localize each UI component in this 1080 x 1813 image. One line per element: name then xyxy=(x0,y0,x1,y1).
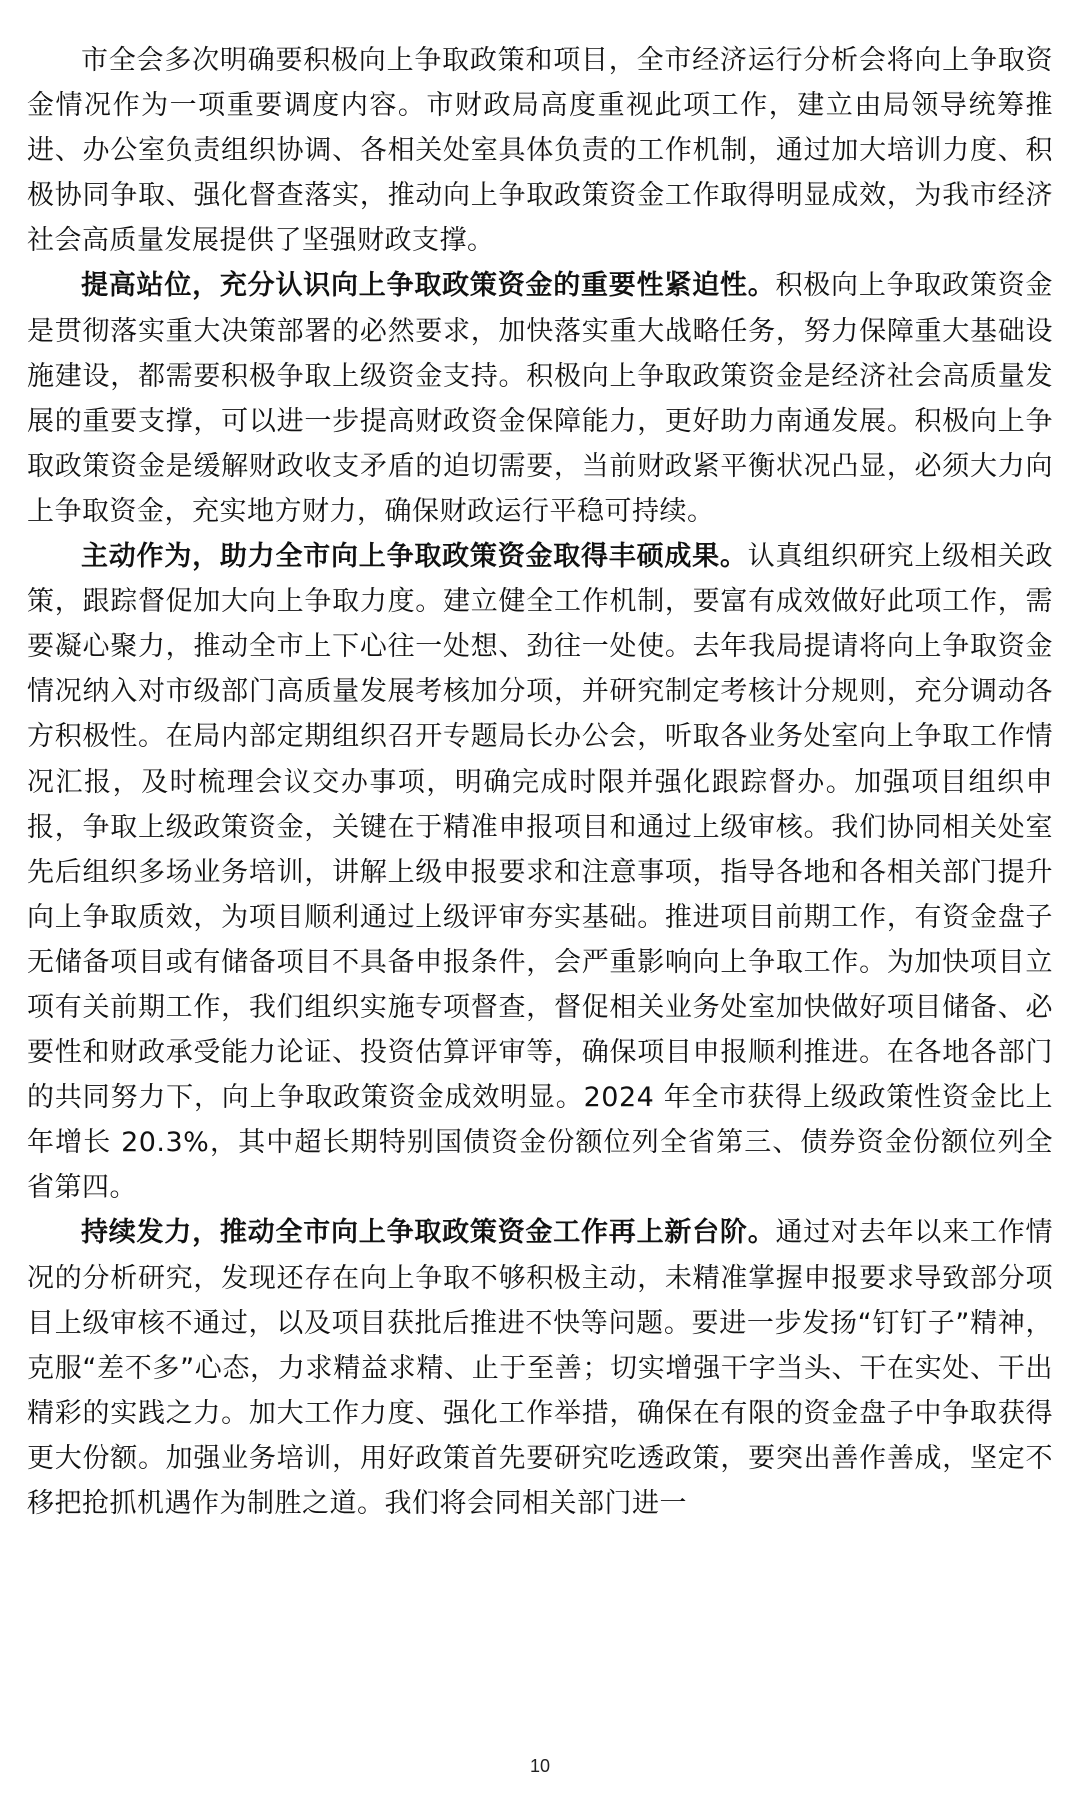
paragraph-body: 认真组织研究上级相关政策，跟踪督促加大向上争取力度。建立健全工作机制，要富有成效做好此项工作，需要凝心聚力，推动全市上下心往一处想、劲往一处使。去年我局提请将向上争取资金情况纳入对市级部门高质量发展考核加分项，并研究制定考核计分规则，充分调动各方积极性。在局内部定期组织召开专题局长办公会，听取各业务处室向上争取工作情况汇报，及时梳理会议交办事项，明确完成时限并强化跟踪督办。加强项目组织申报，争取上级政策资金，关键在于精准申报项目和通过上级审核。我们协同相关处室先后组织多场业务培训，讲解上级申报要求和注意事项，指导各地和各相关部门提升向上争取质效，为项目顺利通过上级评审夯实基础。推进项目前期工作，有资金盘子无储备项目或有储备项目不具备申报条件，会严重影响向上争取工作。为加快项目立项有关前期工作，我们组织实施专项督查，督促相关业务处室加快做好项目储备、必要性和财政承受能力论证、投资估算评审等，确保项目申报顺利推进。在各地各部门的共同努力下，向上争取政策资金成效明显。2024 年全市获得上级政策性资金比上年增长 20.3%，其中超长期特别国债资金份额位列全省第三、债券资金份额位列全省第四。 xyxy=(27,541,1054,1204)
paragraph-body: 通过对去年以来工作情况的分析研究，发现还存在向上争取不够积极主动，未精准掌握申报要求导致部分项目上级审核不通过，以及项目获批后推进不快等问题。要进一步发扬“钉钉子”精神，克服“差不多”心态，力求精益求精、止于至善；切实增强干字当头、干在实处、干出精彩的实践之力。加大工作力度、强化工作举措，确保在有限的资金盘子中争取获得更大份额。加强业务培训，用好政策首先要研究吃透政策，要突出善作善成，坚定不移把抢抓机遇作为制胜之道。我们将会同相关部门进一 xyxy=(27,1217,1053,1519)
paragraph-intro xyxy=(27,38,1053,263)
paragraph-body: 积极向上争取政策资金是贯彻落实重大决策部署的必然要求，加快落实重大战略任务，努力保障重大基础设施建设，都需要积极争取上级资金支持。积极向上争取政策资金是经济社会高质量发展的重要支撑，可以进一步提高财政资金保障能力，更好助力南通发展。积极向上争取政策资金是缓解财政收支矛盾的迫切需要，当前财政紧平衡状况凸显，必须大力向上争取资金，充实地方财力，确保财政运行平稳可持续。 xyxy=(27,270,1053,527)
paragraph-keep-effort xyxy=(27,1210,1053,1526)
paragraph-take-initiative xyxy=(27,534,1053,1210)
paragraph-body: 市全会多次明确要积极向上争取政策和项目，全市经济运行分析会将向上争取资金情况作为一项重要调度内容。市财政局高度重视此项工作，建立由局领导统筹推进、办公室负责组织协调、各相关处室具体负责的工作机制，通过加大培训力度、积极协同争取、强化督查落实，推动向上争取政策资金工作取得明显成效，为我市经济社会高质量发展提供了坚强财政支撑。 xyxy=(27,45,1053,257)
paragraph-lead: 持续发力，推动全市向上争取政策资金工作再上新台阶。 xyxy=(81,1217,776,1249)
document-page xyxy=(27,38,1053,1526)
page-number: 10 xyxy=(529,1756,551,1776)
paragraph-lead: 提高站位，充分认识向上争取政策资金的重要性紧迫性。 xyxy=(81,270,776,302)
paragraph-lead: 主动作为，助力全市向上争取政策资金取得丰硕成果。 xyxy=(81,541,748,573)
paragraph-raise-standing xyxy=(27,263,1053,534)
